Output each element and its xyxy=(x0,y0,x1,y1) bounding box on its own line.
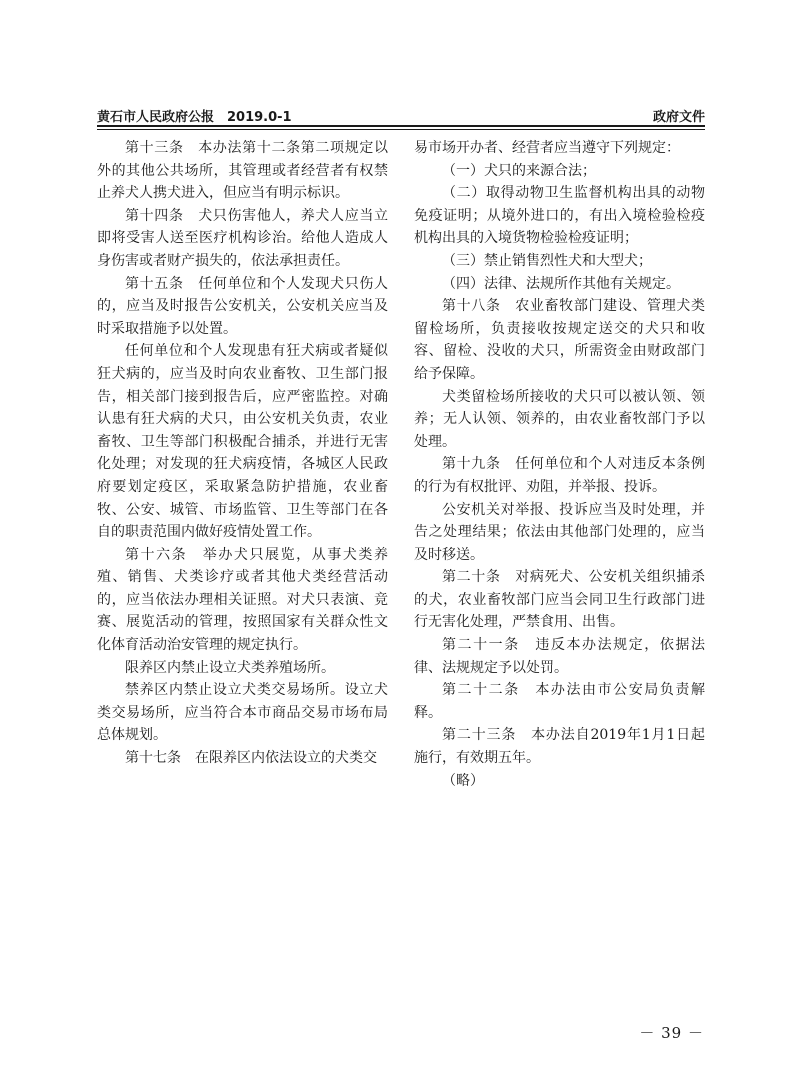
paragraph: 第十八条 农业畜牧部门建设、管理犬类留检场所，负责接收按规定送交的犬只和收容、留检、没收的犬只，所需资金由财政部门给予保障。 xyxy=(414,298,705,382)
paragraph: 第二十一条 违反本办法规定，依据法律、法规规定予以处罚。 xyxy=(414,637,705,676)
paragraph: 第十三条 本办法第十二条第二项规定以外的其他公共场所，其管理或者经营者有权禁止养犬人携犬进入，但应当有明示标识。 xyxy=(97,140,388,202)
left-column xyxy=(97,137,388,770)
paragraph: 第十六条 举办犬只展览，从事犬类养殖、销售、犬类诊疗或者其他犬类经营活动的，应当依法办理相关证照。对犬只表演、竞赛、展览活动的管理，按照国家有关群众性文化体育活动治安管理的规定执行。 xyxy=(97,546,388,654)
paragraph: 第二十条 对病死犬、公安机关组织捕杀的犬，农业畜牧部门应当会同卫生行政部门进行无害化处理，严禁食用、出售。 xyxy=(414,569,705,631)
paragraph-continuation: 易市场开办者、经营者应当遵守下列规定： xyxy=(414,140,680,156)
paragraph: 任何单位和个人发现患有狂犬病或者疑似狂犬病的，应当及时向农业畜牧、卫生部门报告，相关部门接到报告后，应严密监控。对确认患有狂犬病的犬只，由公安机关负责，农业畜牧、卫生等部门积极配合捕杀，并进行无害化处理；对发现的狂犬病疫情，各城区人民政府要划定疫区，采取紧急防护措施，农业畜牧、公安、城管、市场监管、卫生等部门在各自的职责范围内做好疫情处置工作。 xyxy=(97,343,388,541)
paragraph: （一）犬只的来源合法； xyxy=(442,162,596,179)
paragraph: 第十七条 在限养区内依法设立的犬类交 xyxy=(125,750,377,767)
section-label: 政府文件 xyxy=(652,110,705,125)
paragraph: （四）法律、法规所作其他有关规定。 xyxy=(442,275,680,292)
header-rule xyxy=(97,125,705,127)
paragraph: 限养区内禁止设立犬类养殖场所。 xyxy=(125,659,335,676)
right-column xyxy=(414,137,705,792)
paragraph: 犬类留检场所接收的犬只可以被认领、领养；无人认领、领养的，由农业畜牧部门予以处理。 xyxy=(414,388,705,450)
gazette-title: 黄石市人民政府公报 2019.0-1 xyxy=(97,110,292,125)
paragraph: （三）禁止销售烈性犬和大型犬； xyxy=(442,252,652,269)
paragraph: （略） xyxy=(442,772,484,789)
paragraph: 第十九条 任何单位和个人对违反本条例的行为有权批评、劝阻，并举报、投诉。 xyxy=(414,456,705,495)
paragraph: 公安机关对举报、投诉应当及时处理，并告之处理结果；依法由其他部门处理的，应当及时移送。 xyxy=(414,501,705,563)
paragraph: 第十四条 犬只伤害他人，养犬人应当立即将受害人送至医疗机构诊治。给他人造成人身伤害或者财产损失的，依法承担责任。 xyxy=(97,207,388,269)
paragraph: 第十五条 任何单位和个人发现犬只伤人的，应当及时报告公安机关，公安机关应当及时采取措施予以处置。 xyxy=(97,275,388,337)
paragraph: （二）取得动物卫生监督机构出具的动物免疫证明；从境外进口的，有出入境检验检疫机构出具的入境货物检验检疫证明； xyxy=(414,185,705,247)
paragraph: 第二十三条 本办法自2019年1月1日起施行，有效期五年。 xyxy=(414,727,705,767)
page-number: － 39 － xyxy=(639,1024,704,1042)
header-rule-thin xyxy=(97,129,705,130)
paragraph: 禁养区内禁止设立犬类交易场所。设立犬类交易场所，应当符合本市商品交易市场布局总体规划。 xyxy=(97,682,388,744)
paragraph: 第二十二条 本办法由市公安局负责解释。 xyxy=(414,682,705,721)
page-header xyxy=(97,104,705,126)
